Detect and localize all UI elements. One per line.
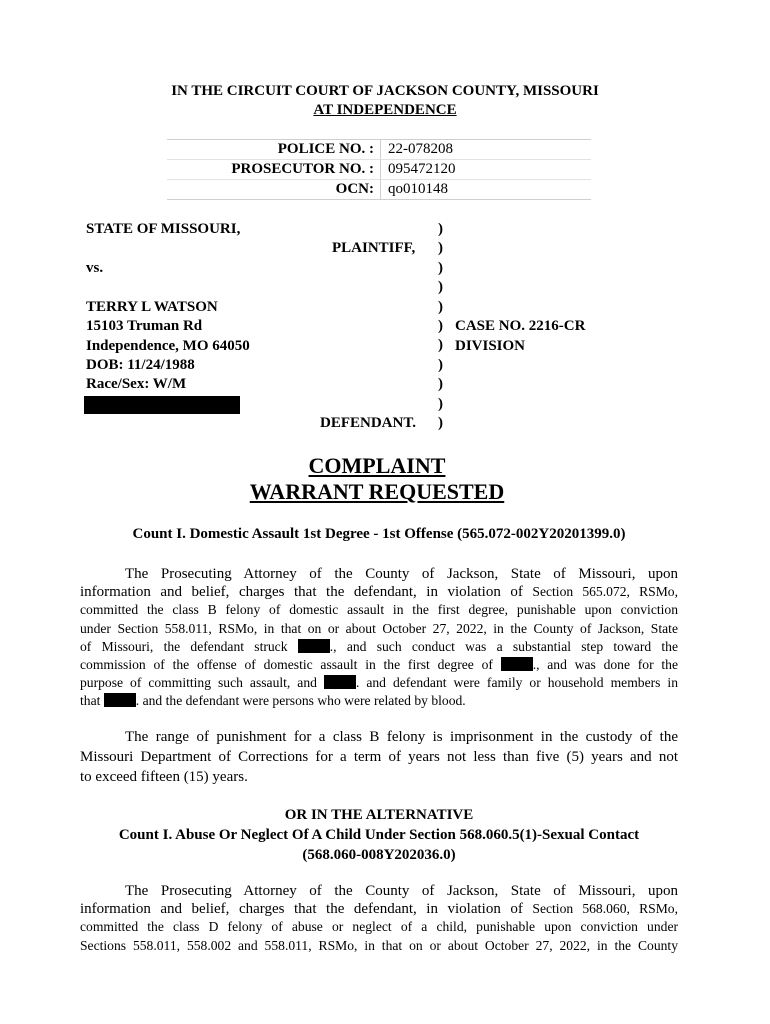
redaction-bar bbox=[298, 639, 330, 653]
count-1-heading: Count I. Domestic Assault 1st Degree - 1st Offense (565.072-002Y20201399.0) bbox=[132, 526, 626, 542]
case-id-table bbox=[167, 139, 591, 200]
paragraph-line: purpose of committing such assault, and . and defendant were family or household members in bbox=[80, 675, 678, 691]
defendant-address-2: Independence, MO 64050 bbox=[86, 338, 250, 354]
court-name: IN THE CIRCUIT COURT OF JACKSON COUNTY, MISSOURI bbox=[171, 83, 599, 99]
redaction-bar bbox=[104, 693, 136, 707]
redaction-bar bbox=[84, 396, 240, 414]
paragraph-line: Missouri Department of Corrections for a term of years not less than five (5) years and not bbox=[80, 749, 678, 765]
alternative-charge-paragraph bbox=[80, 882, 678, 955]
paragraph-line: information and belief, charges that the defendant, in violation of Section 565.072, RSMo, bbox=[80, 584, 679, 601]
ocn-value: qo010148 bbox=[388, 181, 448, 197]
document-title: COMPLAINT bbox=[308, 453, 446, 478]
paragraph-line: committed the class B felony of domestic assault in the first degree, punishable upon conviction bbox=[80, 602, 678, 618]
case-number: CASE NO. 2216-CR bbox=[455, 318, 586, 334]
defendant-race-sex: Race/Sex: W/M bbox=[86, 376, 187, 392]
caption-parentheses: ) ) ) ) ) ) ) ) ) ) ) bbox=[438, 221, 443, 432]
prosecutor-no-label: PROSECUTOR NO. : bbox=[167, 160, 381, 179]
alternative-label: OR IN THE ALTERNATIVE bbox=[284, 807, 474, 823]
paragraph-line: The Prosecuting Attorney of the County of Jackson, State of Missouri, upon bbox=[125, 566, 678, 582]
police-no-value: 22-078208 bbox=[388, 141, 453, 157]
plaintiff-label: PLAINTIFF, bbox=[332, 240, 416, 256]
paragraph-line: Sections 558.011, 558.002 and 558.011, RSMo, in that on or about October 27, 2022, in the County bbox=[80, 937, 678, 953]
defendant-address-1: 15103 Truman Rd bbox=[86, 318, 203, 334]
alternative-count-title: Count I. Abuse Or Neglect Of A Child Under Section 568.060.5(1)-Sexual Contact bbox=[118, 827, 640, 843]
paragraph-line: The range of punishment for a class B felony is imprisonment in the custody of the bbox=[125, 729, 678, 745]
court-location: AT INDEPENDENCE bbox=[313, 102, 457, 118]
alternative-count-code: (568.060-008Y202036.0) bbox=[302, 847, 456, 863]
paragraph-line: The Prosecuting Attorney of the County of Jackson, State of Missouri, upon bbox=[125, 883, 678, 899]
punishment-paragraph bbox=[80, 727, 678, 787]
paragraph-line: information and belief, charges that the defendant, in violation of Section 568.060, RSMo, bbox=[80, 901, 679, 918]
alternative-heading bbox=[0, 805, 758, 865]
police-no-label: POLICE NO. : bbox=[167, 140, 381, 159]
paragraph-line: commission of the offense of domestic assault in the first degree of ., and was done for the bbox=[80, 657, 678, 673]
defendant-name: TERRY L WATSON bbox=[86, 299, 218, 315]
count-1-charge-paragraph bbox=[80, 565, 678, 711]
prosecutor-no-row bbox=[167, 160, 591, 180]
defendant-label: DEFENDANT. bbox=[320, 415, 416, 431]
defendant-dob: DOB: 11/24/1988 bbox=[86, 357, 195, 373]
document-subtitle: WARRANT REQUESTED bbox=[249, 479, 505, 504]
police-no-row bbox=[167, 140, 591, 160]
plaintiff-name: STATE OF MISSOURI, bbox=[86, 221, 241, 237]
paragraph-line: under Section 558.011, RSMo, in that on or about October 27, 2022, in the County of Jackson, State bbox=[80, 620, 678, 636]
versus-label: vs. bbox=[86, 260, 104, 276]
ocn-row bbox=[167, 180, 591, 199]
division-label: DIVISION bbox=[455, 338, 526, 354]
paragraph-line: that . and the defendant were persons who were related by blood. bbox=[80, 693, 466, 709]
paragraph-line: to exceed fifteen (15) years. bbox=[80, 769, 248, 785]
redaction-bar bbox=[324, 675, 356, 689]
ocn-label: OCN: bbox=[167, 180, 381, 199]
paragraph-line: committed the class D felony of abuse or neglect of a child, punishable upon conviction under bbox=[80, 919, 678, 935]
prosecutor-no-value: 095472120 bbox=[388, 161, 456, 177]
paragraph-line: of Missouri, the defendant struck ., and such conduct was a substantial step toward the bbox=[80, 638, 679, 654]
court-heading bbox=[0, 82, 770, 120]
redaction-bar bbox=[501, 657, 533, 671]
